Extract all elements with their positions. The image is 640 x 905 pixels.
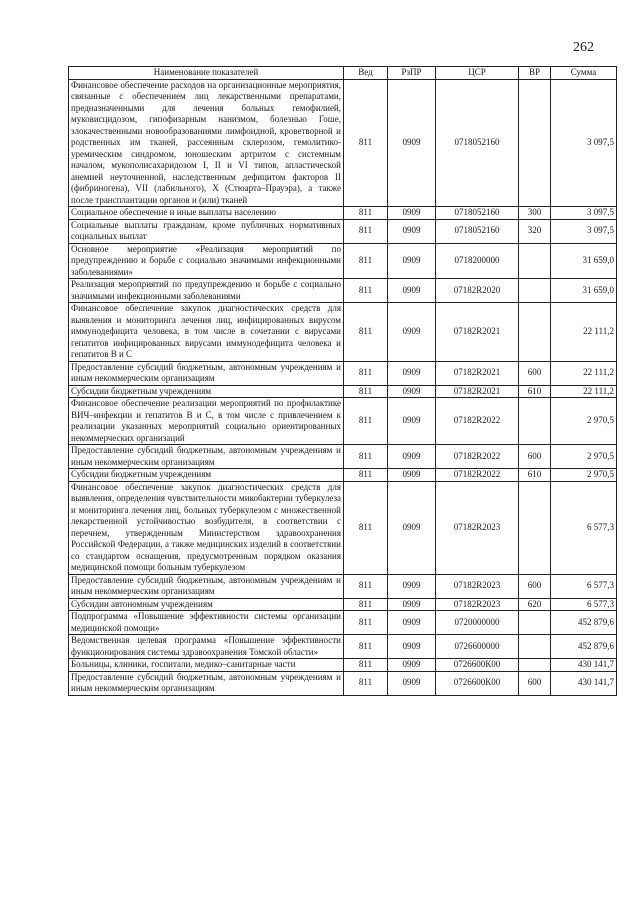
table-row bbox=[69, 611, 617, 635]
row-sum: 22 111,2 bbox=[551, 361, 617, 385]
row-ved: 811 bbox=[344, 469, 388, 482]
row-ved: 811 bbox=[344, 481, 388, 574]
row-ved: 811 bbox=[344, 659, 388, 672]
row-vr bbox=[519, 635, 551, 659]
row-ved: 811 bbox=[344, 361, 388, 385]
row-name: Финансовое обеспечение расходов на организационные мероприятия, связанные с обеспечением лиц лекарственными препаратами, предназначенными для лечения больных гемофилией, муковисцидозом, гипофизарным нанизмом, болезнью Гоше, злокачественными новообразованиями лимфоидной, кроветворной и родственных им тканей, рассеянным склерозом, гемолитико-уремическим синдромом, юношеским артритом с системным началом, мукополисахаридозом I, II и VI типов, апластической анемией неуточненной, наследственным дефицитом факторов II (фибриногена), VII (лабильного), X (Стюарта–Прауэра), а также после трансплантации органов и (или) тканей bbox=[69, 79, 344, 207]
row-rzpr: 0909 bbox=[388, 219, 436, 243]
row-vr: 610 bbox=[519, 469, 551, 482]
row-sum: 452 879,6 bbox=[551, 635, 617, 659]
page-number: 262 bbox=[573, 40, 594, 55]
row-name: Финансовое обеспечение реализации мероприятий по профилактике ВИЧ–инфекции и гепатитов В и С, в том числе с привлечением к реализации указанных мероприятий социально ориентированных некоммерческих организаций bbox=[69, 398, 344, 445]
row-csr: 0726600К00 bbox=[436, 671, 519, 695]
row-sum: 430 141,7 bbox=[551, 671, 617, 695]
row-rzpr: 0909 bbox=[388, 481, 436, 574]
row-name: Реализация мероприятий по предупреждению и борьбе с социально значимыми инфекционными заболеваниями bbox=[69, 279, 344, 303]
row-rzpr: 0909 bbox=[388, 207, 436, 220]
row-rzpr: 0909 bbox=[388, 598, 436, 611]
row-rzpr: 0909 bbox=[388, 385, 436, 398]
budget-table bbox=[68, 66, 617, 696]
row-name: Больницы, клиники, госпитали, медико–санитарные части bbox=[69, 659, 344, 672]
header-ved: Вед bbox=[344, 67, 388, 80]
row-sum: 452 879,6 bbox=[551, 611, 617, 635]
row-ved: 811 bbox=[344, 279, 388, 303]
row-rzpr: 0909 bbox=[388, 671, 436, 695]
row-sum: 22 111,2 bbox=[551, 385, 617, 398]
row-rzpr: 0909 bbox=[388, 79, 436, 207]
table-row bbox=[69, 243, 617, 279]
row-ved: 811 bbox=[344, 385, 388, 398]
row-csr: 0718052160 bbox=[436, 207, 519, 220]
row-csr: 0718052160 bbox=[436, 219, 519, 243]
row-rzpr: 0909 bbox=[388, 279, 436, 303]
row-vr: 620 bbox=[519, 598, 551, 611]
row-sum: 2 970,5 bbox=[551, 469, 617, 482]
table-row bbox=[69, 361, 617, 385]
row-name: Финансовое обеспечение закупок диагностических средств для выявления, определения чувствительности микобактерии туберкулеза и мониторинга лечения лиц, больных туберкулезом с множественной лекарственной устойчивостью возбудителя, в соответствии с перечнем, утвержденным Министерством здравоохранения Российской Федерации, а также медицинских изделий в соответствии со стандартом оснащения, предусмотренным порядком оказания медицинской помощи больным туберкулезом bbox=[69, 481, 344, 574]
row-sum: 3 097,5 bbox=[551, 219, 617, 243]
table-row bbox=[69, 79, 617, 207]
row-ved: 811 bbox=[344, 219, 388, 243]
table-row bbox=[69, 469, 617, 482]
row-csr: 07182R2021 bbox=[436, 361, 519, 385]
row-rzpr: 0909 bbox=[388, 635, 436, 659]
row-name: Предоставление субсидий бюджетным, автономным учреждениям и иным некоммерческим организациям bbox=[69, 671, 344, 695]
row-rzpr: 0909 bbox=[388, 303, 436, 362]
row-sum: 3 097,5 bbox=[551, 207, 617, 220]
row-sum: 6 577,3 bbox=[551, 598, 617, 611]
row-csr: 0718200000 bbox=[436, 243, 519, 279]
row-vr bbox=[519, 659, 551, 672]
row-vr: 600 bbox=[519, 671, 551, 695]
row-ved: 811 bbox=[344, 574, 388, 598]
row-rzpr: 0909 bbox=[388, 611, 436, 635]
row-sum: 3 097,5 bbox=[551, 79, 617, 207]
row-ved: 811 bbox=[344, 303, 388, 362]
table-row bbox=[69, 398, 617, 445]
header-csr: ЦСР bbox=[436, 67, 519, 80]
row-csr: 07182R2022 bbox=[436, 469, 519, 482]
row-sum: 22 111,2 bbox=[551, 303, 617, 362]
row-csr: 0726600К00 bbox=[436, 659, 519, 672]
row-sum: 2 970,5 bbox=[551, 445, 617, 469]
row-csr: 07182R2023 bbox=[436, 574, 519, 598]
row-rzpr: 0909 bbox=[388, 445, 436, 469]
row-vr: 300 bbox=[519, 207, 551, 220]
row-vr: 610 bbox=[519, 385, 551, 398]
header-rzpr: РзПР bbox=[388, 67, 436, 80]
header-name: Наименование показателей bbox=[69, 67, 344, 80]
row-rzpr: 0909 bbox=[388, 659, 436, 672]
row-rzpr: 0909 bbox=[388, 398, 436, 445]
row-vr: 320 bbox=[519, 219, 551, 243]
row-rzpr: 0909 bbox=[388, 361, 436, 385]
row-vr bbox=[519, 79, 551, 207]
table-row bbox=[69, 219, 617, 243]
row-sum: 2 970,5 bbox=[551, 398, 617, 445]
row-rzpr: 0909 bbox=[388, 469, 436, 482]
row-vr: 600 bbox=[519, 361, 551, 385]
table-header-row bbox=[69, 67, 617, 80]
table-row bbox=[69, 207, 617, 220]
row-vr: 600 bbox=[519, 574, 551, 598]
table-row bbox=[69, 385, 617, 398]
row-ved: 811 bbox=[344, 243, 388, 279]
row-ved: 811 bbox=[344, 445, 388, 469]
table-body bbox=[69, 79, 617, 695]
table-row bbox=[69, 659, 617, 672]
row-name: Субсидии автономным учреждениям bbox=[69, 598, 344, 611]
row-name: Финансовое обеспечение закупок диагностических средств для выявления и мониторинга лечения лиц, инфицированных вирусом иммунодефицита человека, в том числе в сочетании с вирусами гепатитов инфицированных вирусами иммунодефицита человека и гепатитов В и С bbox=[69, 303, 344, 362]
row-name: Ведомственная целевая программа «Повышение эффективности функционирования системы здравоохранения Томской области» bbox=[69, 635, 344, 659]
header-sum: Сумма bbox=[551, 67, 617, 80]
row-csr: 07182R2023 bbox=[436, 598, 519, 611]
row-vr bbox=[519, 279, 551, 303]
row-vr: 600 bbox=[519, 445, 551, 469]
row-ved: 811 bbox=[344, 79, 388, 207]
row-sum: 430 141,7 bbox=[551, 659, 617, 672]
row-ved: 811 bbox=[344, 207, 388, 220]
row-csr: 0726600000 bbox=[436, 635, 519, 659]
row-csr: 07182R2023 bbox=[436, 481, 519, 574]
row-sum: 31 659,0 bbox=[551, 243, 617, 279]
row-vr bbox=[519, 481, 551, 574]
row-sum: 31 659,0 bbox=[551, 279, 617, 303]
row-csr: 07182R2022 bbox=[436, 445, 519, 469]
row-rzpr: 0909 bbox=[388, 574, 436, 598]
row-name: Предоставление субсидий бюджетным, автономным учреждениям и иным некоммерческим организациям bbox=[69, 445, 344, 469]
row-vr bbox=[519, 398, 551, 445]
row-name: Основное мероприятие «Реализация мероприятий по предупреждению и борьбе с социально значимыми инфекционными заболеваниями» bbox=[69, 243, 344, 279]
row-csr: 0720000000 bbox=[436, 611, 519, 635]
table-row bbox=[69, 481, 617, 574]
row-ved: 811 bbox=[344, 671, 388, 695]
row-name: Подпрограмма «Повышение эффективности системы организации медицинской помощи» bbox=[69, 611, 344, 635]
row-name: Социальные выплаты гражданам, кроме публичных нормативных социальных выплат bbox=[69, 219, 344, 243]
header-vr: ВР bbox=[519, 67, 551, 80]
row-csr: 07182R2020 bbox=[436, 279, 519, 303]
row-csr: 07182R2021 bbox=[436, 385, 519, 398]
row-name: Субсидии бюджетным учреждениям bbox=[69, 385, 344, 398]
row-sum: 6 577,3 bbox=[551, 481, 617, 574]
row-csr: 07182R2021 bbox=[436, 303, 519, 362]
row-name: Субсидии бюджетным учреждениям bbox=[69, 469, 344, 482]
row-vr bbox=[519, 611, 551, 635]
row-rzpr: 0909 bbox=[388, 243, 436, 279]
row-ved: 811 bbox=[344, 598, 388, 611]
row-name: Предоставление субсидий бюджетным, автономным учреждениям и иным некоммерческим организациям bbox=[69, 574, 344, 598]
row-name: Предоставление субсидий бюджетным, автономным учреждениям и иным некоммерческим организациям bbox=[69, 361, 344, 385]
row-vr bbox=[519, 243, 551, 279]
row-name: Социальное обеспечение и иные выплаты населению bbox=[69, 207, 344, 220]
row-csr: 0718052160 bbox=[436, 79, 519, 207]
table-row bbox=[69, 635, 617, 659]
row-csr: 07182R2022 bbox=[436, 398, 519, 445]
table-row bbox=[69, 574, 617, 598]
row-ved: 811 bbox=[344, 398, 388, 445]
table-row bbox=[69, 598, 617, 611]
table-row bbox=[69, 303, 617, 362]
row-ved: 811 bbox=[344, 635, 388, 659]
row-sum: 6 577,3 bbox=[551, 574, 617, 598]
row-vr bbox=[519, 303, 551, 362]
table-row bbox=[69, 279, 617, 303]
table-row bbox=[69, 445, 617, 469]
row-ved: 811 bbox=[344, 611, 388, 635]
table-row bbox=[69, 671, 617, 695]
